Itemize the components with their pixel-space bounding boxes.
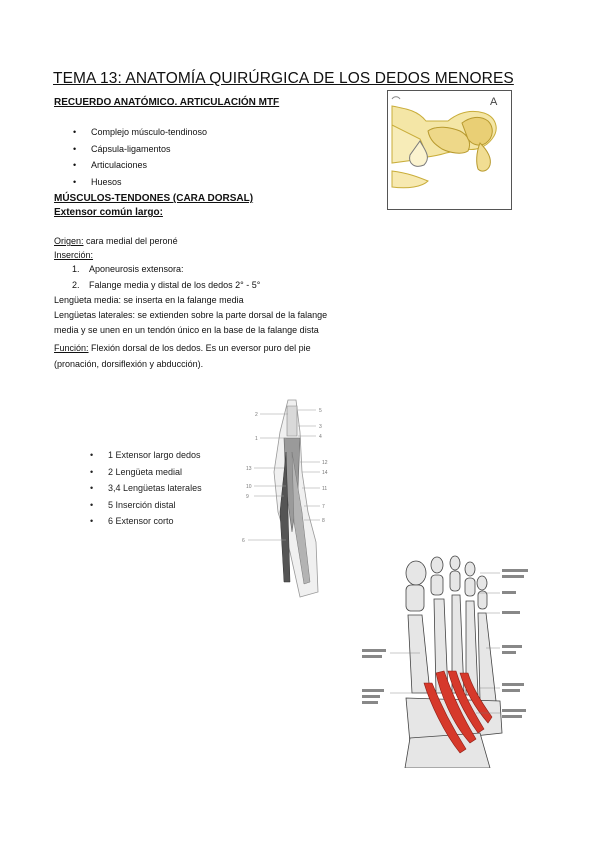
list-item <box>72 262 260 278</box>
section-heading-mtf: RECUERDO ANATÓMICO. ARTICULACIÓN MTF <box>54 97 280 108</box>
item-text: Aponeurosis extensora: <box>89 264 184 274</box>
funcion-line-2: (pronación, dorsiflexión y abducción). <box>54 359 204 369</box>
insercion-list <box>72 262 260 293</box>
figure-number: 5 <box>319 408 322 414</box>
figure-label-a: A <box>490 96 498 108</box>
item-text: Falange media y distal de los dedos 2° - 5° <box>89 279 261 290</box>
bullet-list-mtf <box>91 124 207 190</box>
origen-line <box>54 236 178 246</box>
lengueta-lateral-1: Lengüetas laterales: se extienden sobre la parte dorsal de la falange <box>54 310 328 320</box>
page-title: TEMA 13: ANATOMÍA QUIRÚRGICA DE LOS DEDOS MENORES <box>53 70 514 87</box>
funcion-text: Flexión dorsal de los dedos. Es un eversor puro del pie <box>88 343 311 353</box>
item-number: 1. <box>72 264 80 274</box>
mtf-joint-drawing <box>388 91 511 209</box>
extensor-tendon-drawing <box>240 392 340 602</box>
figure-number: 7 <box>322 504 325 510</box>
origen-text: cara medial del peroné <box>83 236 178 246</box>
legend-item: • 2 Lengüeta medial <box>108 464 202 481</box>
foot-skeleton-figure <box>360 553 535 768</box>
mtf-joint-figure <box>387 90 512 210</box>
figure-number: 8 <box>322 518 325 524</box>
figure-number: 11 <box>322 486 328 492</box>
insercion-label: Inserción: <box>54 250 94 260</box>
list-item: • Huesos <box>91 174 207 191</box>
extensor-tendon-figure <box>240 392 340 602</box>
figure-number: 6 <box>242 538 245 544</box>
figure-number: 10 <box>246 484 252 490</box>
list-item <box>72 278 260 294</box>
lengueta-media: Lengüeta media: se inserta en la falange media <box>54 295 244 305</box>
item-number: 2. <box>72 279 80 290</box>
legend-item: • 5 Inserción distal <box>108 497 202 514</box>
figure-number: 12 <box>322 460 328 466</box>
list-item: • Complejo músculo-tendinoso <box>91 124 207 141</box>
figure-number: 3 <box>319 424 322 430</box>
lengueta-lateral-2: media y se unen en un tendón único en la base de la falange dista <box>54 325 319 335</box>
section-heading-tendons: MÚSCULOS-TENDONES (CARA DORSAL) <box>54 193 254 204</box>
figure-number: 13 <box>246 466 252 472</box>
legend-item: • 3,4 Lengüetas laterales <box>108 480 202 497</box>
funcion-label: Función: <box>54 343 89 353</box>
legend-item: • 6 Extensor corto <box>108 513 202 530</box>
figure-number: 4 <box>319 434 322 440</box>
figure-number: 14 <box>322 470 328 476</box>
origen-label: Origen: <box>54 236 84 246</box>
legend-item: • 1 Extensor largo dedos <box>108 447 202 464</box>
list-item: • Cápsula-ligamentos <box>91 141 207 158</box>
tendon-legend <box>108 447 202 530</box>
list-item: • Articulaciones <box>91 157 207 174</box>
figure-number: 1 <box>255 436 258 442</box>
foot-skeleton-drawing <box>360 553 535 768</box>
figure-number: 2 <box>255 412 258 418</box>
subheading-extensor: Extensor común largo: <box>54 207 163 218</box>
figure-number: 9 <box>246 494 249 500</box>
funcion-line <box>54 343 311 353</box>
